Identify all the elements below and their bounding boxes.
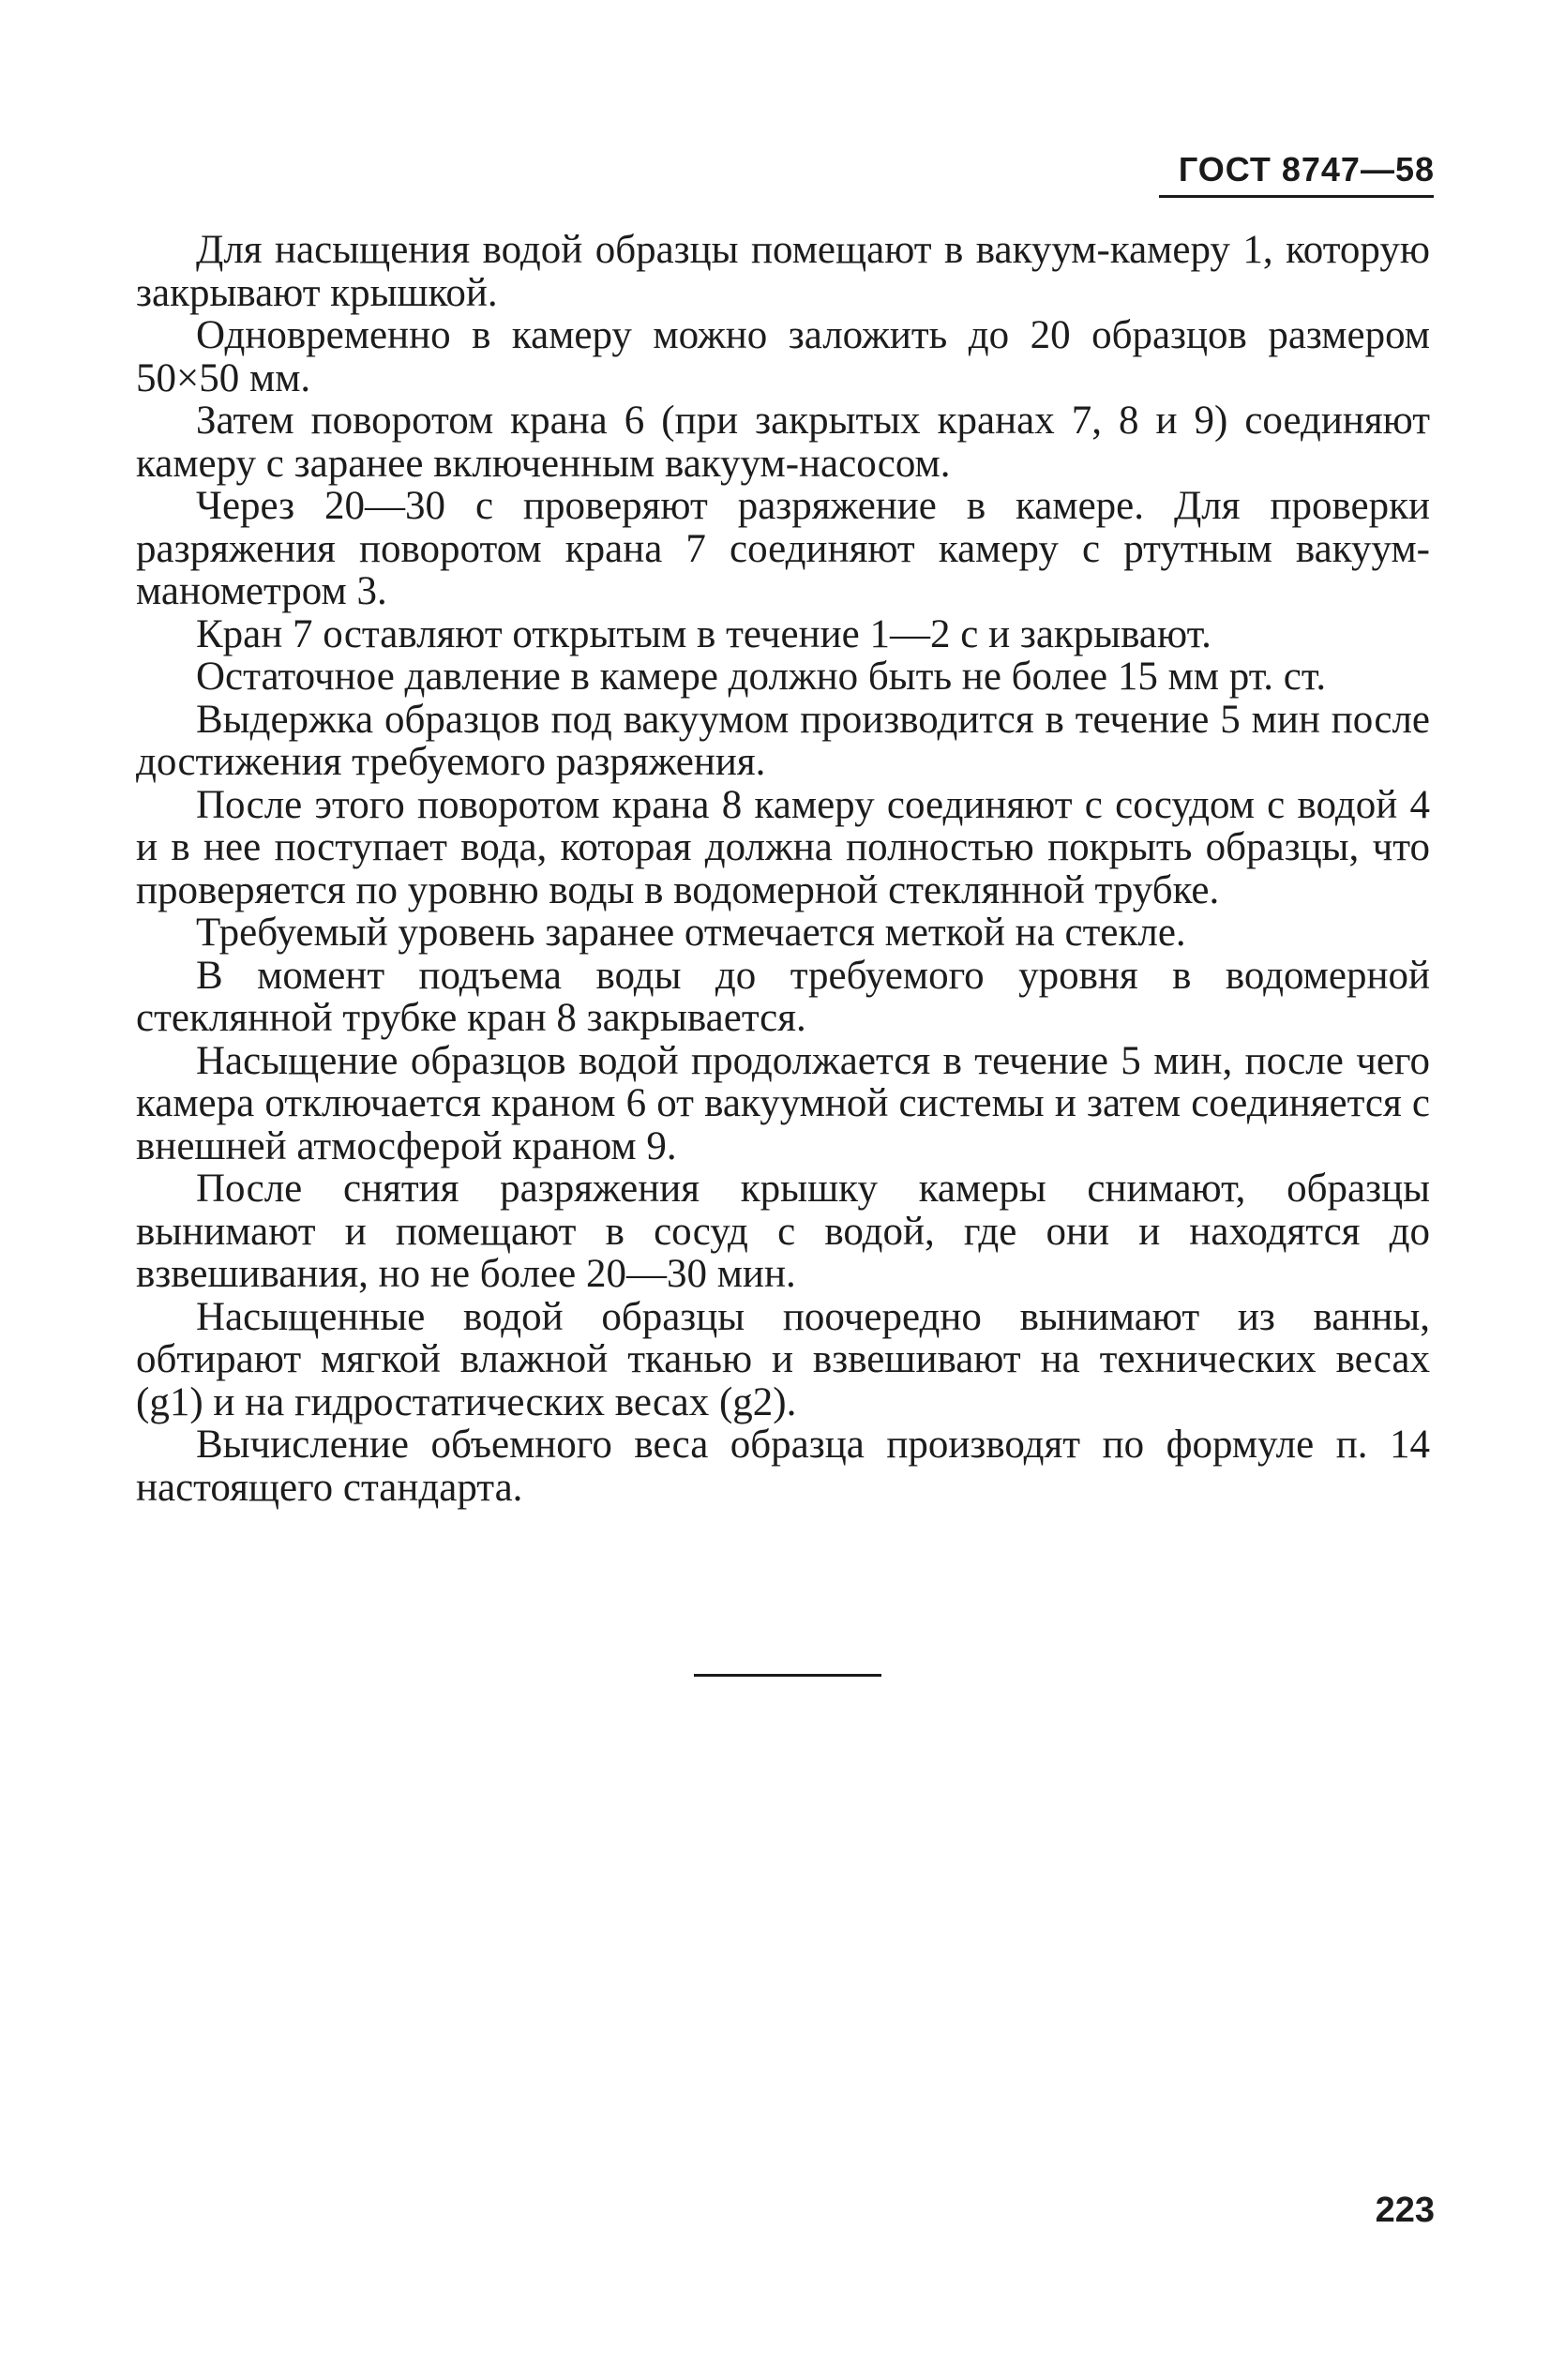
paragraph: Насыщенные водой образцы поочередно вынимают из ванны, обтирают мягкой влажной тканью и взвешивают на технических весах (g1) и на гидростатических весах (g2). [136, 1294, 1430, 1424]
header-rule [1159, 195, 1434, 198]
paragraph: В момент подъема воды до требуемого уровня в водомерной стеклянной трубке кран 8 закрывается. [136, 953, 1430, 1040]
paragraph: Требуемый уровень заранее отмечается меткой на стекле. [196, 911, 1186, 955]
paragraph: Одновременно в камеру можно заложить до 20 образцов размером 50×50 мм. [136, 313, 1430, 400]
document-code: ГОСТ 8747—58 [1178, 150, 1435, 188]
paragraph: Через 20—30 с проверяют разряжение в камере. Для проверки разряжения поворотом крана 7 соединяют камеру с ртутным вакуум-манометром 3. [136, 484, 1430, 613]
section-end-rule [694, 1674, 881, 1677]
paragraph: После снятия разряжения крышку камеры снимают, образцы вынимают и помещают в сосуд с водой, где они и находятся до взвешивания, но не более 20—30 мин. [136, 1167, 1430, 1296]
page-number: 223 [1375, 2191, 1435, 2230]
paragraph: Кран 7 оставляют открытым в течение 1—2 с и закрывают. [196, 611, 1211, 656]
paragraph: После этого поворотом крана 8 камеру соединяют с сосудом с водой 4 и в нее поступает вода, которая должна полностью покрыть образцы, что проверяется по уровню воды в водомерной стеклянной трубке. [136, 782, 1430, 912]
paragraph: Вычисление объемного веса образца производят по формуле п. 14 настоящего стандарта. [136, 1423, 1430, 1510]
paragraph: Насыщение образцов водой продолжается в течение 5 мин, после чего камера отключается краном 6 от вакуумной системы и затем соединяется с внешней атмосферой краном 9. [136, 1038, 1430, 1168]
document-header [1153, 150, 1435, 189]
paragraph: Для насыщения водой образцы помещают в вакуум-камеру 1, которую закрывают крышкой. [136, 228, 1430, 315]
body-text [136, 229, 1430, 1509]
paragraph: Остаточное давление в камере должно быть не более 15 мм рт. ст. [196, 655, 1327, 699]
paragraph: Выдержка образцов под вакуумом производится в течение 5 мин после достижения требуемого разряжения. [136, 697, 1430, 784]
paragraph: Затем поворотом крана 6 (при закрытых кранах 7, 8 и 9) соединяют камеру с заранее включенным вакуум-насосом. [136, 399, 1430, 486]
